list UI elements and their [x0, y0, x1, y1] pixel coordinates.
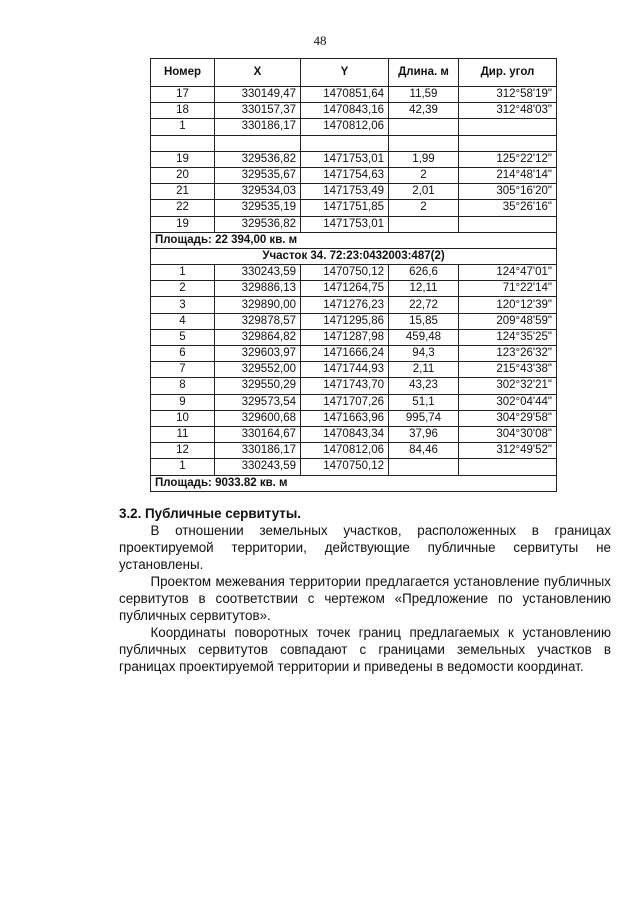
area-total-1-row [151, 232, 557, 248]
table-cell: 1471264,75 [301, 281, 389, 297]
area-total-2: Площадь: 9033.82 кв. м [151, 475, 557, 491]
area-total-2-row [151, 475, 557, 491]
page-number: 48 [313, 33, 327, 48]
table-cell: 20 [151, 167, 215, 183]
table-cell [389, 119, 459, 135]
table-cell: 1471744,93 [301, 362, 389, 378]
area-total-1: Площадь: 22 394,00 кв. м [151, 232, 557, 248]
table-cell: 312°48'03" [459, 103, 557, 119]
table-cell: 6 [151, 346, 215, 362]
table-row [151, 281, 557, 297]
table-cell: 329886,13 [215, 281, 301, 297]
table-cell: 5 [151, 329, 215, 345]
header-y: Y [301, 59, 389, 87]
paragraph-3-text: Координаты поворотных точек границ предлагаемых к установлению публичных сервитутов совпадают с границами земельных участков в границах проектируемой территории и приведены в ведомости координат. [119, 625, 611, 674]
table-cell: 1471751,85 [301, 200, 389, 216]
table-row [151, 135, 557, 151]
table-cell: 22 [151, 200, 215, 216]
table-cell: 8 [151, 378, 215, 394]
paragraph-2 [119, 573, 611, 624]
table-row [151, 362, 557, 378]
table-cell: 1470750,12 [301, 265, 389, 281]
table-cell: 94,3 [389, 346, 459, 362]
table-cell: 330243,59 [215, 459, 301, 475]
table-cell: 330164,67 [215, 426, 301, 442]
table-row [151, 459, 557, 475]
table-cell: 329552,00 [215, 362, 301, 378]
paragraph-1-text: В отношении земельных участков, расположенных в границах проектируемой территории, действующие публичные сервитуты не установлены. [119, 523, 611, 572]
table-cell: 1470843,34 [301, 426, 389, 442]
header-direction: Дир. угол [459, 59, 557, 87]
table-cell: 312°58'19" [459, 87, 557, 103]
table-cell: 330149,47 [215, 87, 301, 103]
table-row [151, 346, 557, 362]
table-cell: 302°32'21" [459, 378, 557, 394]
table-cell: 71°22'14" [459, 281, 557, 297]
table-cell: 329535,67 [215, 167, 301, 183]
table-cell: 305°16'20" [459, 184, 557, 200]
table-row [151, 200, 557, 216]
table-cell: 329878,57 [215, 313, 301, 329]
table-cell: 1471754,63 [301, 167, 389, 183]
paragraph-2-text: Проектом межевания территории предлагается установление публичных сервитутов в соответствии с чертежом «Предложение по установлению публичных сервитутов». [119, 574, 611, 623]
table-row [151, 119, 557, 135]
table-cell: 329535,19 [215, 200, 301, 216]
table-cell [459, 135, 557, 151]
table-cell: 1471276,23 [301, 297, 389, 313]
table-cell: 19 [151, 216, 215, 232]
table-cell: 312°49'52" [459, 443, 557, 459]
table-cell: 329890,00 [215, 297, 301, 313]
table-cell: 1471753,01 [301, 151, 389, 167]
table-cell [215, 135, 301, 151]
table-cell [459, 119, 557, 135]
table-cell: 329536,82 [215, 216, 301, 232]
table-cell: 11 [151, 426, 215, 442]
table-row [151, 443, 557, 459]
table-row [151, 313, 557, 329]
table-cell: 1471707,26 [301, 394, 389, 410]
section-title: 3.2. Публичные сервитуты. [119, 506, 302, 521]
table-cell: 4 [151, 313, 215, 329]
table-cell: 330157,37 [215, 103, 301, 119]
table-cell: 21 [151, 184, 215, 200]
plot-section-heading-row [151, 248, 557, 264]
table-row [151, 426, 557, 442]
paragraph-3 [119, 624, 611, 675]
header-length: Длина. м [389, 59, 459, 87]
table-cell: 329864,82 [215, 329, 301, 345]
table-cell: 124°47'01" [459, 265, 557, 281]
table-cell: 51,1 [389, 394, 459, 410]
table-row [151, 410, 557, 426]
table-cell: 215°43'38" [459, 362, 557, 378]
table-cell [389, 459, 459, 475]
table-cell: 330186,17 [215, 119, 301, 135]
table-row [151, 265, 557, 281]
table-cell: 2,01 [389, 184, 459, 200]
table-row [151, 297, 557, 313]
table-cell: 1470843,16 [301, 103, 389, 119]
table-row [151, 103, 557, 119]
table-cell [459, 216, 557, 232]
table-cell: 1470812,06 [301, 443, 389, 459]
table-cell: 123°26'32" [459, 346, 557, 362]
table-cell: 329536,82 [215, 151, 301, 167]
header-number: Номер [151, 59, 215, 87]
table-row [151, 378, 557, 394]
table-cell: 1471666,24 [301, 346, 389, 362]
table-cell: 120°12'39" [459, 297, 557, 313]
table-cell: 37,96 [389, 426, 459, 442]
table-cell [151, 135, 215, 151]
table-cell: 209°48'59" [459, 313, 557, 329]
table-cell: 459,48 [389, 329, 459, 345]
table-row [151, 184, 557, 200]
table-cell: 1471753,49 [301, 184, 389, 200]
table-cell: 1471295,86 [301, 313, 389, 329]
table-cell [389, 216, 459, 232]
table-cell: 995,74 [389, 410, 459, 426]
table-cell: 9 [151, 394, 215, 410]
table-cell: 329534,03 [215, 184, 301, 200]
table-cell: 84,46 [389, 443, 459, 459]
table-cell: 329603,97 [215, 346, 301, 362]
table-row [151, 329, 557, 345]
table-cell: 1471663,96 [301, 410, 389, 426]
table-cell: 1,99 [389, 151, 459, 167]
table-cell: 125°22'12" [459, 151, 557, 167]
table-cell: 2 [389, 200, 459, 216]
table-cell: 2 [151, 281, 215, 297]
table-cell: 17 [151, 87, 215, 103]
table-cell: 304°29'58" [459, 410, 557, 426]
header-x: X [215, 59, 301, 87]
table-cell: 42,39 [389, 103, 459, 119]
table-row [151, 216, 557, 232]
plot-section-heading: Участок 34. 72:23:0432003:487(2) [151, 248, 557, 264]
table-cell: 15,85 [389, 313, 459, 329]
table-cell: 330186,17 [215, 443, 301, 459]
table-cell [459, 459, 557, 475]
table-cell: 329573,54 [215, 394, 301, 410]
table-cell: 18 [151, 103, 215, 119]
table-cell: 330243,59 [215, 265, 301, 281]
table-row [151, 167, 557, 183]
table-cell: 35°26'16" [459, 200, 557, 216]
table-cell: 329550,29 [215, 378, 301, 394]
table-cell: 1471287,98 [301, 329, 389, 345]
table-cell: 626,6 [389, 265, 459, 281]
table-cell: 7 [151, 362, 215, 378]
table-cell: 1471743,70 [301, 378, 389, 394]
table-cell: 1471753,01 [301, 216, 389, 232]
table-cell: 124°35'25" [459, 329, 557, 345]
table-cell: 304°30'08" [459, 426, 557, 442]
coordinates-table [150, 58, 557, 492]
table-cell [301, 135, 389, 151]
table-cell: 1470851,64 [301, 87, 389, 103]
table-cell: 3 [151, 297, 215, 313]
table-cell: 22,72 [389, 297, 459, 313]
table-cell: 43,23 [389, 378, 459, 394]
table-cell: 302°04'44" [459, 394, 557, 410]
table-cell: 1 [151, 119, 215, 135]
table-cell: 2 [389, 167, 459, 183]
table-cell: 12,11 [389, 281, 459, 297]
table-row [151, 87, 557, 103]
table-cell: 1 [151, 459, 215, 475]
table-row [151, 151, 557, 167]
table-cell: 19 [151, 151, 215, 167]
table-cell: 214°48'14" [459, 167, 557, 183]
table-header-row [151, 59, 557, 87]
table-cell: 1470812,06 [301, 119, 389, 135]
table-cell: 10 [151, 410, 215, 426]
servitude-section [119, 505, 611, 675]
paragraph-1 [119, 522, 611, 573]
table-cell: 1 [151, 265, 215, 281]
table-cell: 2,11 [389, 362, 459, 378]
table-cell: 329600,68 [215, 410, 301, 426]
table-row [151, 394, 557, 410]
table-cell: 11,59 [389, 87, 459, 103]
table-cell [389, 135, 459, 151]
table-cell: 1470750,12 [301, 459, 389, 475]
table-cell: 12 [151, 443, 215, 459]
